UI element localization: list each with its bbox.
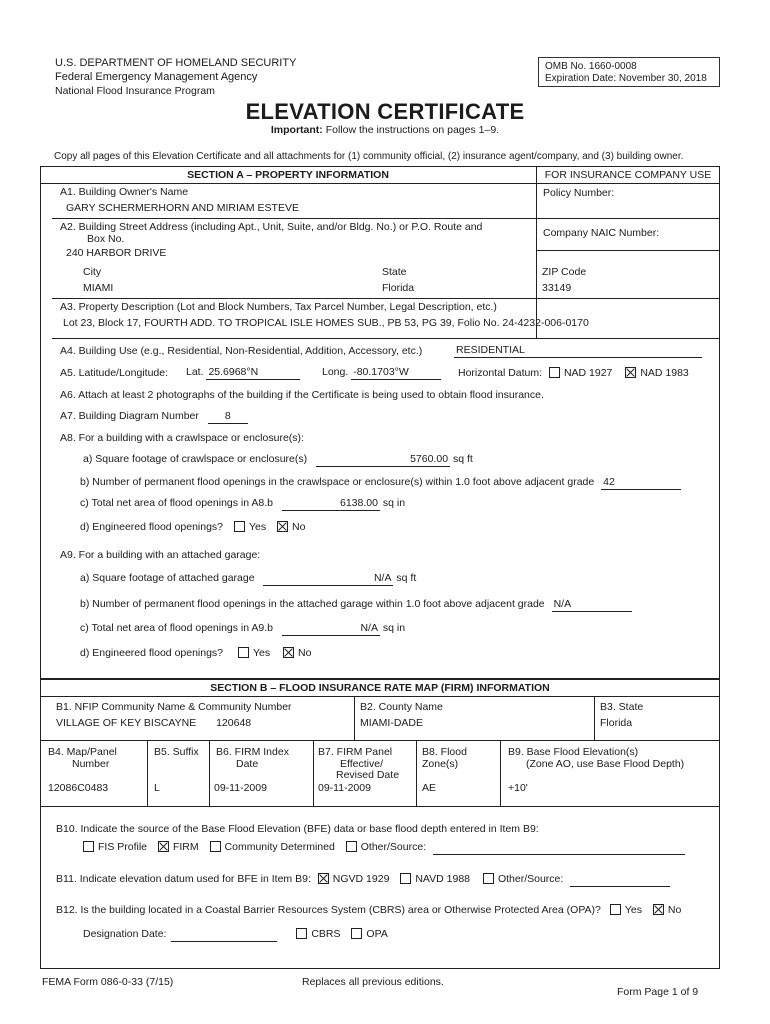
a8d-no-label: No (292, 521, 306, 533)
a5-label: A5. Latitude/Longitude: (60, 367, 169, 379)
datum-label: Horizontal Datum: (458, 367, 543, 379)
a8b-value[interactable]: 42 (601, 476, 681, 490)
a9b-value[interactable]: N/A (552, 598, 632, 612)
b12-no-label: No (667, 904, 682, 916)
cbrs-label: CBRS (311, 928, 341, 940)
a9d-yes-checkbox[interactable] (238, 647, 249, 658)
b2-value[interactable]: MIAMI-DADE (360, 717, 423, 729)
a9b-label: b) Number of permanent flood openings in the attached garage within 1.0 foot above adjacent grade (80, 598, 545, 610)
b12-yes-checkbox[interactable] (610, 904, 621, 915)
nad1927-checkbox[interactable] (549, 367, 560, 378)
navd1988-label: NAVD 1988 (415, 873, 471, 885)
firm-checkbox[interactable] (158, 841, 169, 852)
fis-profile-checkbox[interactable] (83, 841, 94, 852)
important-note (0, 124, 770, 136)
section-b-title: SECTION B – FLOOD INSURANCE RATE MAP (FIRM) INFORMATION (210, 682, 550, 694)
a2-value[interactable]: 240 HARBOR DRIVE (66, 247, 167, 259)
ngvd1929-label: NGVD 1929 (332, 873, 390, 885)
b2-label: B2. County Name (360, 701, 443, 713)
a3-value[interactable]: Lot 23, Block 17, FOURTH ADD. TO TROPICAL ISLE HOMES SUB., PB 53, PG 39, Folio No. 24-4232-006-0170 (63, 317, 589, 329)
dhs-name: U.S. DEPARTMENT OF HOMELAND SECURITY (55, 57, 297, 69)
firm-label: FIRM (172, 841, 199, 853)
a1-value[interactable]: GARY SCHERMERHORN AND MIRIAM ESTEVE (66, 202, 299, 214)
nad1927-label: NAD 1927 (563, 367, 613, 379)
nad1983-label: NAD 1983 (640, 367, 689, 379)
a8a-label: a) Square footage of crawlspace or enclosure(s) (83, 453, 308, 465)
long-label: Long. (322, 366, 349, 378)
nad1983-checkbox[interactable] (625, 367, 636, 378)
a8d-label: d) Engineered flood openings? (80, 521, 224, 533)
city-value[interactable]: MIAMI (83, 282, 114, 294)
b7-label-cont: Effective/ (340, 758, 383, 770)
a7-label: A7. Building Diagram Number (60, 410, 199, 422)
b4-value[interactable]: 12086C0483 (48, 782, 109, 794)
a3-label: A3. Property Description (Lot and Block Numbers, Tax Parcel Number, Legal Description, etc.) (60, 301, 497, 313)
b9-label: B9. Base Flood Elevation(s) (508, 746, 639, 758)
b5-label: B5. Suffix (154, 746, 199, 758)
a1-label: A1. Building Owner's Name (60, 186, 189, 198)
a9d-no-label: No (298, 647, 312, 659)
long-value[interactable]: -80.1703°W (351, 366, 441, 380)
zip-value[interactable]: 33149 (542, 282, 572, 294)
zip-label: ZIP Code (542, 266, 587, 278)
replaces-note: Replaces all previous editions. (302, 976, 444, 988)
b7-label-cont2: Revised Date (336, 769, 400, 781)
section-a-title: SECTION A – PROPERTY INFORMATION (187, 169, 389, 181)
navd1988-checkbox[interactable] (400, 873, 411, 884)
a9d-no-checkbox[interactable] (283, 647, 294, 658)
a9a-unit: sq ft (396, 572, 417, 584)
b1-community-name[interactable]: VILLAGE OF KEY BISCAYNE (56, 717, 197, 729)
a8a-value[interactable]: 5760.00 (316, 453, 450, 467)
b11-other-checkbox[interactable] (483, 873, 494, 884)
a9c-unit: sq in (382, 622, 406, 634)
cbrs-checkbox[interactable] (296, 928, 307, 939)
b8-label: B8. Flood (422, 746, 467, 758)
state-label: State (382, 266, 407, 278)
a8c-unit: sq in (382, 497, 406, 509)
b9-label-cont: (Zone AO, use Base Flood Depth) (526, 758, 685, 770)
expiration-date: Expiration Date: November 30, 2018 (545, 73, 707, 84)
nfip-name: National Flood Insurance Program (55, 85, 215, 97)
page-number: Form Page 1 of 9 (617, 986, 699, 998)
b1-label: B1. NFIP Community Name & Community Number (56, 701, 292, 713)
lat-label: Lat. (186, 366, 204, 378)
lat-value[interactable]: 25.6968°N (206, 366, 300, 380)
b12-yes-label: Yes (624, 904, 642, 916)
important-text: Follow the instructions on pages 1–9. (325, 124, 500, 136)
b5-value[interactable]: L (154, 782, 160, 794)
b4-label-cont: Number (72, 758, 110, 770)
b7-value[interactable]: 09-11-2009 (318, 782, 371, 794)
a8d-yes-label: Yes (248, 521, 267, 533)
b4-label: B4. Map/Panel (48, 746, 117, 758)
a7-value[interactable]: 8 (208, 410, 248, 424)
a9c-label: c) Total net area of flood openings in A9.b (80, 622, 274, 634)
omb-box (538, 57, 720, 87)
b6-value[interactable]: 09-11-2009 (214, 782, 267, 794)
opa-checkbox[interactable] (351, 928, 362, 939)
opa-label: OPA (366, 928, 388, 940)
a4-value[interactable]: RESIDENTIAL (454, 344, 702, 358)
b7-label: B7. FIRM Panel (318, 746, 393, 758)
b11-other-label: Other/Source: (497, 873, 564, 885)
a8-label: A8. For a building with a crawlspace or enclosure(s): (60, 432, 304, 444)
b12-no-checkbox[interactable] (653, 904, 664, 915)
designation-date-label: Designation Date: (83, 928, 167, 940)
a9d-yes-label: Yes (252, 647, 271, 659)
ngvd1929-checkbox[interactable] (318, 873, 329, 884)
omb-number: OMB No. 1660-0008 (545, 61, 637, 72)
designation-date-field[interactable] (171, 928, 277, 942)
a6-label: A6. Attach at least 2 photographs of the building if the Certificate is being used to obtain flood insurance. (60, 389, 544, 401)
fis-profile-label: FIS Profile (98, 841, 148, 853)
naic-label: Company NAIC Number: (543, 227, 660, 239)
a9a-value[interactable]: N/A (263, 572, 393, 586)
community-determined-label: Community Determined (224, 841, 335, 853)
other-source-checkbox[interactable] (346, 841, 357, 852)
a8d-no-checkbox[interactable] (277, 521, 288, 532)
insurance-use-header: FOR INSURANCE COMPANY USE (544, 169, 712, 181)
policy-number-label: Policy Number: (543, 187, 615, 199)
a8d-yes-checkbox[interactable] (234, 521, 245, 532)
b11-other-field[interactable] (570, 873, 670, 887)
a4-label: A4. Building Use (e.g., Residential, Non-Residential, Addition, Accessory, etc.) (60, 345, 423, 357)
fema-name: Federal Emergency Management Agency (55, 71, 258, 83)
a9c-value[interactable]: N/A (282, 622, 380, 636)
a2-label-cont: Box No. (87, 233, 125, 245)
b3-value[interactable]: Florida (600, 717, 633, 729)
b8-value[interactable]: AE (422, 782, 437, 794)
a9d-label: d) Engineered flood openings? (80, 647, 224, 659)
b8-label-cont: Zone(s) (422, 758, 459, 770)
b11-label: B11. Indicate elevation datum used for BFE in Item B9: (56, 873, 311, 885)
important-label: Important: (270, 124, 323, 136)
other-source-label: Other/Source: (360, 841, 427, 853)
b6-label: B6. FIRM Index (216, 746, 289, 758)
b10-label: B10. Indicate the source of the Base Flood Elevation (BFE) data or base flood depth entered in Item B9: (56, 823, 539, 835)
b1-community-number[interactable]: 120648 (216, 717, 252, 729)
a9a-label: a) Square footage of attached garage (80, 572, 255, 584)
state-value[interactable]: Florida (382, 282, 415, 294)
a8c-value[interactable]: 6138.00 (282, 497, 380, 511)
b12-label: B12. Is the building located in a Coastal Barrier Resources System (CBRS) area or Otherwise Protected Area (OPA)? (56, 904, 601, 916)
other-source-field[interactable] (433, 841, 685, 855)
a8b-label: b) Number of permanent flood openings in the crawlspace or enclosure(s) within 1.0 foot above adjacent grade (80, 476, 595, 488)
b6-label-cont: Date (236, 758, 259, 770)
certificate-title: ELEVATION CERTIFICATE (245, 99, 525, 124)
a8a-unit: sq ft (452, 453, 473, 465)
community-determined-checkbox[interactable] (210, 841, 221, 852)
copy-instructions: Copy all pages of this Elevation Certificate and all attachments for (1) community official, (2) insurance agent/company, and (3) building owner. (54, 151, 684, 162)
a2-label: A2. Building Street Address (including Apt., Unit, Suite, and/or Bldg. No.) or P.O. Route and (60, 221, 483, 233)
a8c-label: c) Total net area of flood openings in A8.b (80, 497, 274, 509)
form-number: FEMA Form 086-0-33 (7/15) (42, 976, 174, 988)
b3-label: B3. State (600, 701, 644, 713)
b9-value[interactable]: +10' (508, 782, 528, 794)
a9-label: A9. For a building with an attached garage: (60, 549, 261, 561)
city-label: City (83, 266, 102, 278)
